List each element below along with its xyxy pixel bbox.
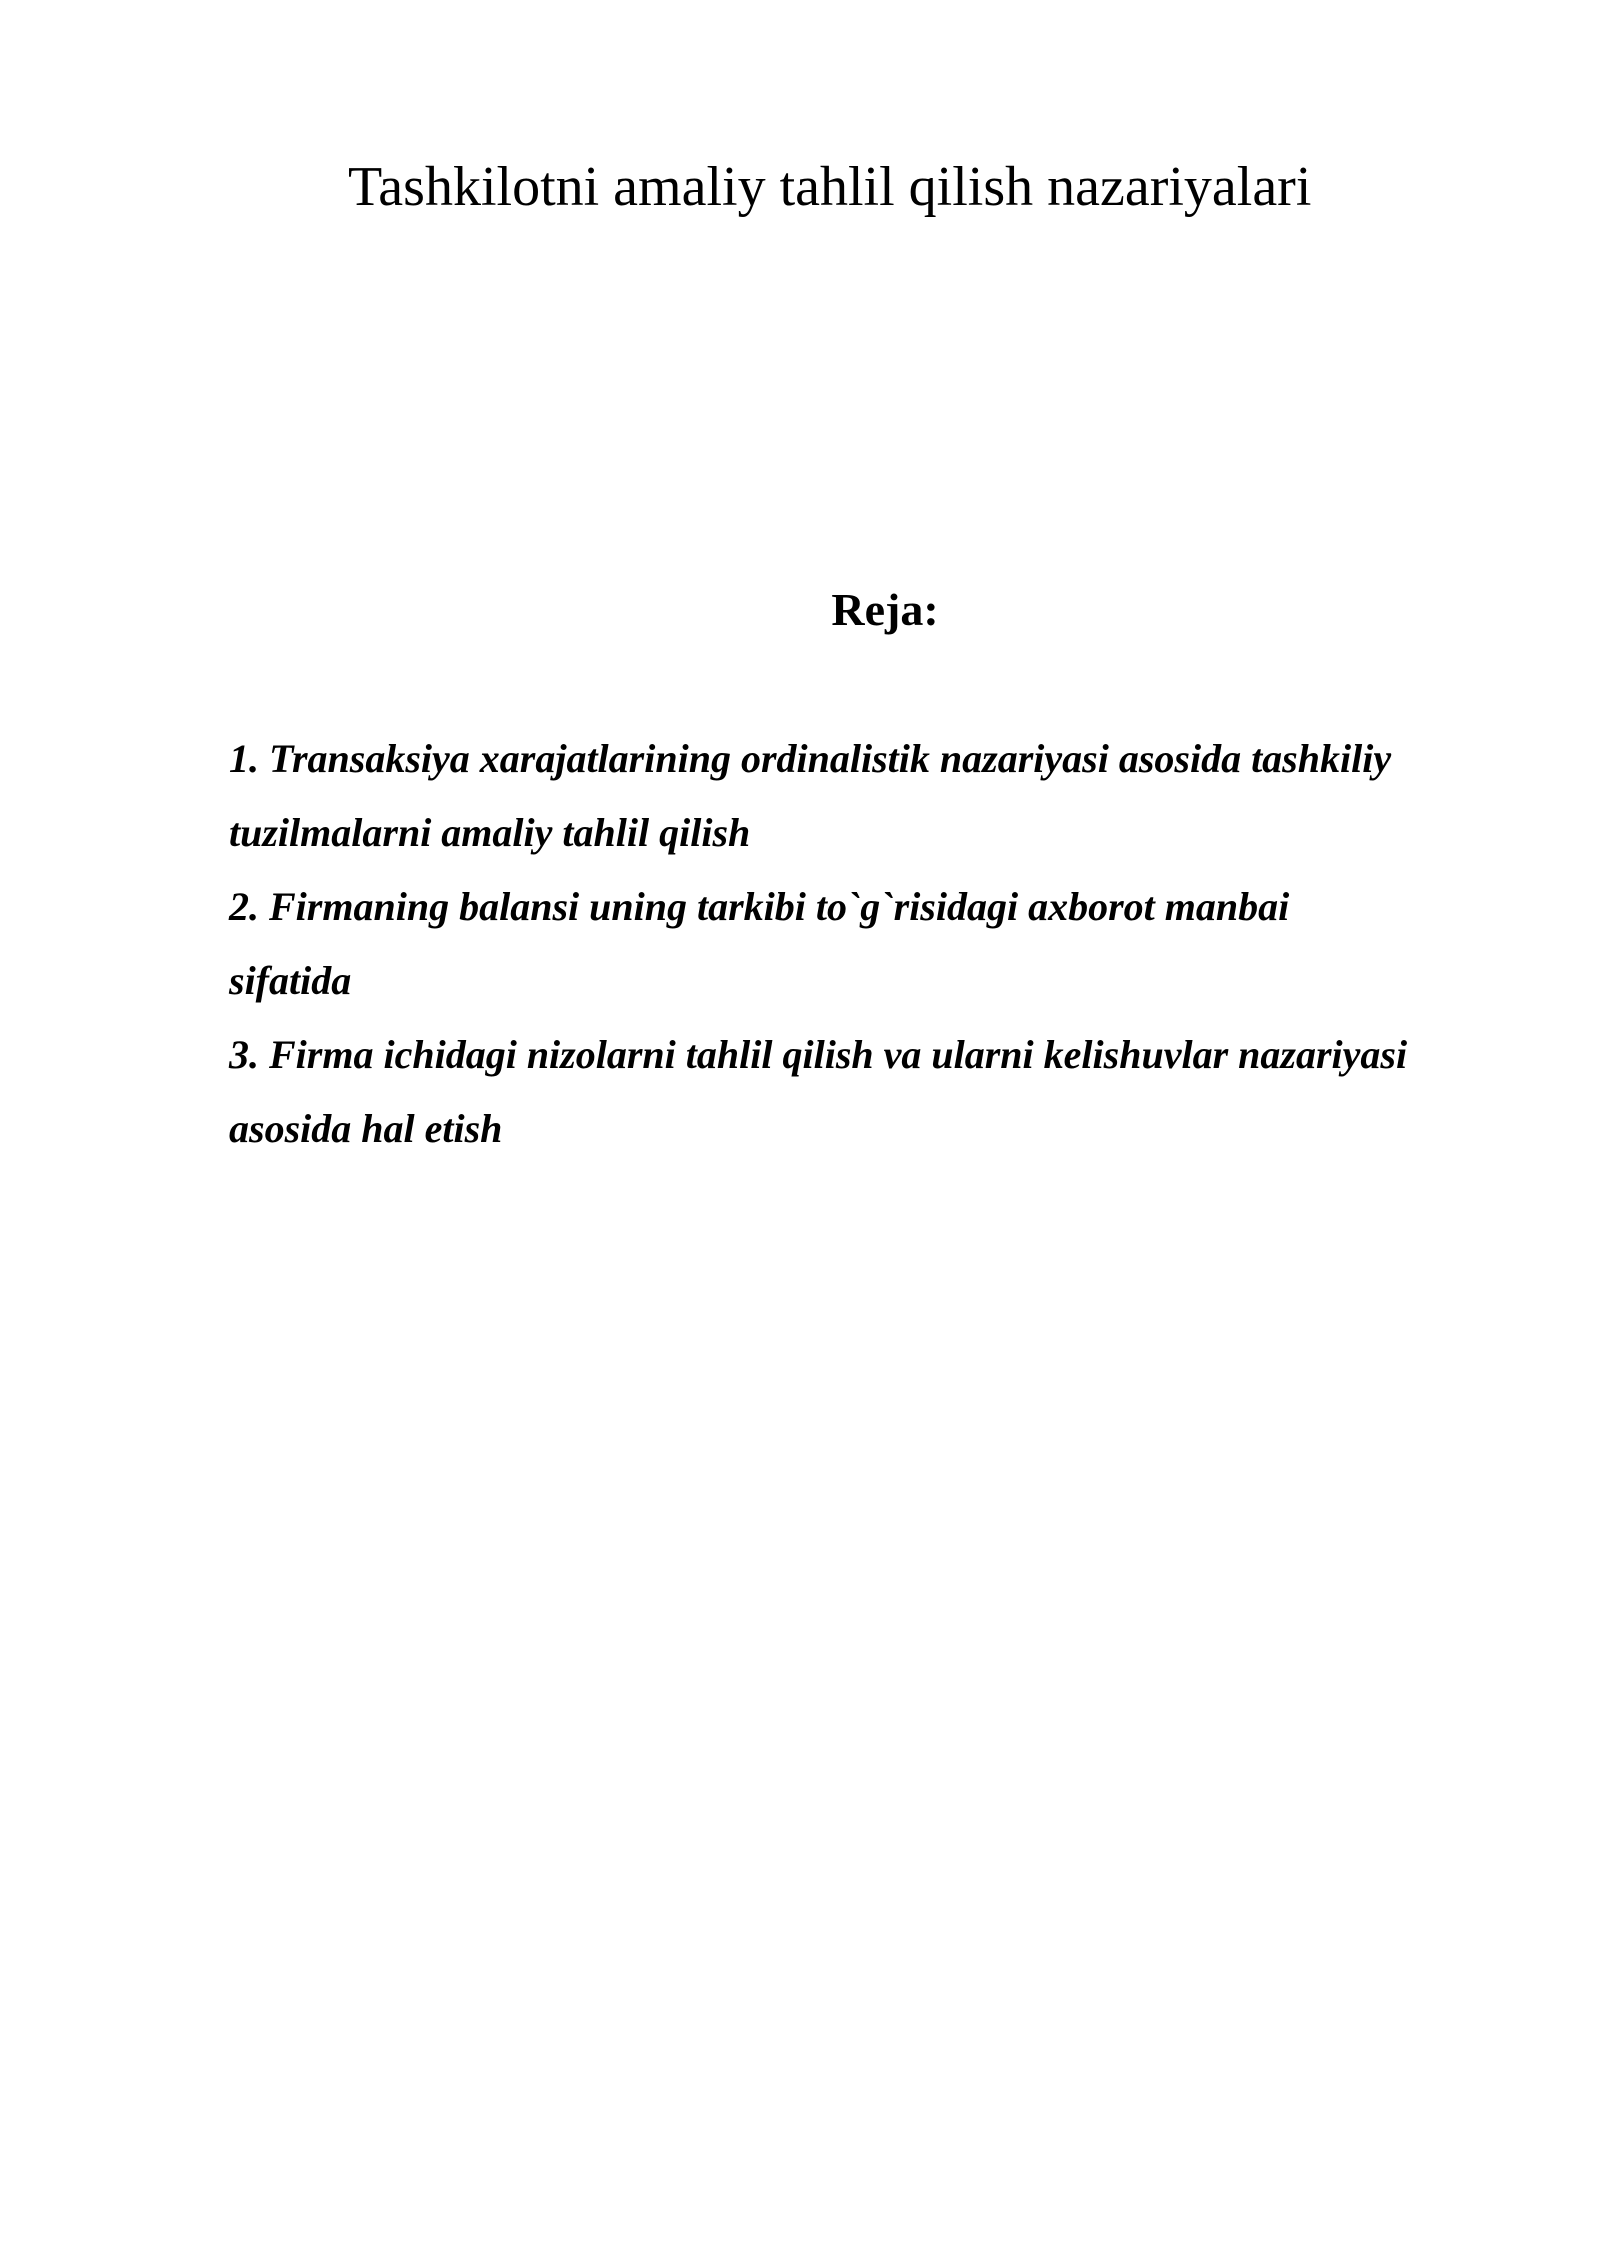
plan-heading: Reja: [831,584,939,635]
plan-item: 2. Firmaning balansi uning tarkibi to`g`risidagi axborot manbai sifatida [229,884,1290,1003]
plan-item: 3. Firma ichidagi nizolarni tahlil qilish va ularni kelishuvlar nazariyasi asosida hal etish [229,1032,1408,1151]
document-title: Tashkilotni amaliy tahlil qilish nazariyalari [348,156,1312,218]
plan-item: 1. Transaksiya xarajatlarining ordinalistik nazariyasi asosida tashkiliy tuzilmalarni amaliy tahlil qilish [229,736,1392,855]
plan-list [229,722,1409,1166]
